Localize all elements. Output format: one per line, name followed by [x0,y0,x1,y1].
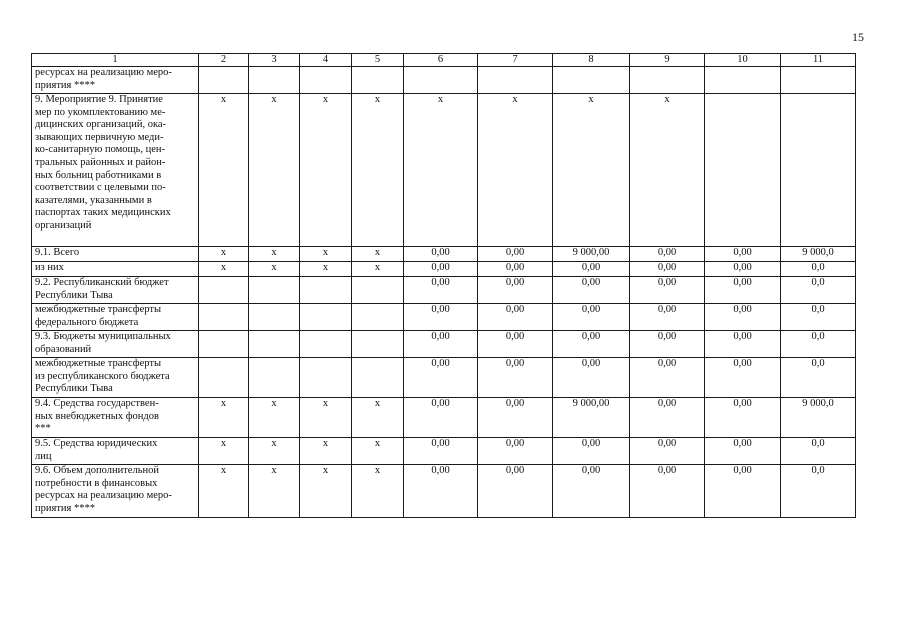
row-label-line: федерального бюджета [35,316,139,328]
cell-value [352,277,404,304]
table-row [32,438,856,465]
row-label [32,358,199,398]
row-label [32,398,199,438]
cell-value [630,67,705,94]
table-row [32,277,856,304]
cell-value: 0,00 [404,438,478,465]
cell-value: 0,00 [478,247,553,262]
row-label [32,277,199,304]
cell-value: x [352,94,404,247]
cell-value [300,331,352,358]
table-row [32,262,856,277]
row-label-line: 9.5. Средства юридических [35,438,158,449]
cell-value [352,358,404,398]
cell-value: 0,00 [705,247,781,262]
cell-value [249,67,300,94]
cell-value: 0,00 [404,331,478,358]
cell-value: x [352,438,404,465]
row-label-line: паспортах таких медицинских [35,207,171,219]
cell-value: 0,00 [705,304,781,331]
cell-value: 0,00 [705,398,781,438]
cell-value: x [249,247,300,262]
row-label-line: межбюджетные трансферты [35,304,161,315]
cell-value: 0,00 [404,262,478,277]
cell-value [199,304,249,331]
row-label [32,331,199,358]
cell-value: 0,0 [781,438,856,465]
column-header: 8 [553,54,630,67]
cell-value: 0,0 [781,358,856,398]
row-label [32,94,199,247]
cell-value: x [199,398,249,438]
row-label-line: казателями, указанными в [35,194,152,206]
cell-value: x [249,438,300,465]
cell-value: 0,00 [630,398,705,438]
cell-value: x [300,262,352,277]
cell-value [404,67,478,94]
row-label-line: организаций [35,219,92,231]
cell-value: x [199,438,249,465]
row-label-line: лиц [35,450,52,462]
cell-value: x [300,438,352,465]
cell-value: x [404,94,478,247]
cell-value: x [199,262,249,277]
row-label-line: 9.1. Всего [35,247,80,258]
cell-value: 0,00 [705,465,781,518]
table-row [32,465,856,518]
cell-value [781,94,856,247]
cell-value: 0,00 [705,331,781,358]
cell-value: 0,0 [781,331,856,358]
cell-value: 0,00 [705,277,781,304]
row-label-line: дицинских организаций, ока- [35,119,167,131]
cell-value: x [249,398,300,438]
table-row [32,358,856,398]
row-label-line: образований [35,343,92,355]
cell-value: 0,00 [478,398,553,438]
cell-value: 0,00 [553,465,630,518]
row-label [32,465,199,518]
row-label-line: тральных районных и район- [35,156,166,168]
cell-value [249,304,300,331]
cell-value: 0,00 [630,465,705,518]
cell-value: 9 000,00 [553,247,630,262]
cell-value: x [630,94,705,247]
cell-value: x [199,94,249,247]
table-row [32,331,856,358]
cell-value [199,331,249,358]
cell-value: 0,0 [781,465,856,518]
cell-value [705,94,781,247]
column-header: 5 [352,54,404,67]
cell-value: 9 000,0 [781,247,856,262]
cell-value [249,277,300,304]
cell-value: 0,00 [404,398,478,438]
cell-value: x [199,247,249,262]
cell-value: 0,00 [705,358,781,398]
row-label-line: 9.6. Объем дополнительной [35,465,159,476]
cell-value: 0,00 [630,438,705,465]
cell-value: 9 000,00 [553,398,630,438]
cell-value: 0,00 [478,465,553,518]
cell-value [705,67,781,94]
cell-value: x [478,94,553,247]
cell-value: 0,00 [630,358,705,398]
cell-value [249,331,300,358]
row-label [32,67,199,94]
cell-value: x [199,465,249,518]
row-label [32,262,199,277]
row-label-line: ресурсах на реализацию меро- [35,490,172,502]
cell-value: 0,00 [705,262,781,277]
cell-value [352,67,404,94]
table-row [32,94,856,247]
row-label [32,247,199,262]
cell-value [781,67,856,94]
cell-value: x [352,247,404,262]
table-row [32,398,856,438]
row-label [32,304,199,331]
cell-value [199,67,249,94]
cell-value [300,304,352,331]
cell-value: 0,00 [630,331,705,358]
cell-value [553,67,630,94]
cell-value: 0,0 [781,304,856,331]
cell-value: 0,00 [553,262,630,277]
row-label-line: из республиканского бюджета [35,370,170,382]
row-label-line: Республики Тыва [35,383,113,395]
row-label-line: соответствии с целевыми по- [35,182,166,194]
cell-value [199,358,249,398]
cell-value: x [300,94,352,247]
budget-table [31,53,856,518]
cell-value: 0,00 [630,262,705,277]
cell-value [249,358,300,398]
row-label-line: *** [35,423,51,435]
cell-value [478,67,553,94]
cell-value: 0,00 [404,465,478,518]
cell-value: x [553,94,630,247]
cell-value: 0,00 [478,262,553,277]
cell-value: 0,00 [553,358,630,398]
cell-value: 0,00 [404,277,478,304]
cell-value: 9 000,0 [781,398,856,438]
cell-value: 0,00 [478,331,553,358]
cell-value: x [352,465,404,518]
cell-value: 0,0 [781,277,856,304]
row-label-line: 9. Мероприятие 9. Принятие [35,94,163,105]
row-label-line: 9.2. Республиканский бюджет [35,277,169,288]
row-label-line: приятия **** [35,79,95,91]
column-header: 11 [781,54,856,67]
cell-value: 0,00 [630,247,705,262]
cell-value: 0,00 [404,304,478,331]
cell-value: x [249,262,300,277]
cell-value [199,277,249,304]
cell-value: 0,00 [630,277,705,304]
cell-value: x [300,465,352,518]
row-label-line: ных больниц работниками в [35,169,162,181]
cell-value: 0,00 [553,331,630,358]
cell-value: 0,00 [553,277,630,304]
row-label-line: зывающих первичную меди- [35,131,164,143]
cell-value: x [300,247,352,262]
cell-value: x [249,94,300,247]
row-label-line: 9.3. Бюджеты муниципальных [35,331,171,342]
cell-value [300,67,352,94]
cell-value: 0,00 [478,358,553,398]
row-label-line: Республики Тыва [35,289,113,301]
cell-value [352,331,404,358]
row-label-line: из них [35,262,64,273]
row-label [32,438,199,465]
column-header: 3 [249,54,300,67]
column-header: 6 [404,54,478,67]
cell-value: 0,00 [630,304,705,331]
cell-value [300,277,352,304]
row-label-line: 9.4. Средства государствен- [35,398,159,409]
cell-value: 0,00 [404,358,478,398]
column-header: 10 [705,54,781,67]
cell-value: 0,00 [478,277,553,304]
column-header: 9 [630,54,705,67]
row-label-line: мер по укомплектованию ме- [35,106,166,118]
table-row [32,247,856,262]
cell-value: 0,00 [404,247,478,262]
cell-value: 0,00 [478,438,553,465]
row-label-line: потребности в финансовых [35,477,158,489]
page-number: 15 [852,30,864,44]
cell-value: 0,00 [478,304,553,331]
row-label-line: межбюджетные трансферты [35,358,161,369]
cell-value: 0,0 [781,262,856,277]
cell-value [300,358,352,398]
cell-value: 0,00 [553,438,630,465]
table-row [32,67,856,94]
cell-value: 0,00 [705,438,781,465]
column-header: 2 [199,54,249,67]
cell-value: x [249,465,300,518]
row-label-line: ресурсах на реализацию меро- [35,67,172,78]
cell-value: x [352,262,404,277]
column-header: 4 [300,54,352,67]
column-header: 7 [478,54,553,67]
header-row [32,54,856,67]
cell-value [352,304,404,331]
column-header: 1 [32,54,199,67]
row-label-line: ко-санитарную помощь, цен- [35,144,166,156]
row-label-line: приятия **** [35,502,95,514]
cell-value: x [300,398,352,438]
table-row [32,304,856,331]
cell-value: 0,00 [553,304,630,331]
row-label-line: ных внебюджетных фондов [35,410,159,422]
cell-value: x [352,398,404,438]
